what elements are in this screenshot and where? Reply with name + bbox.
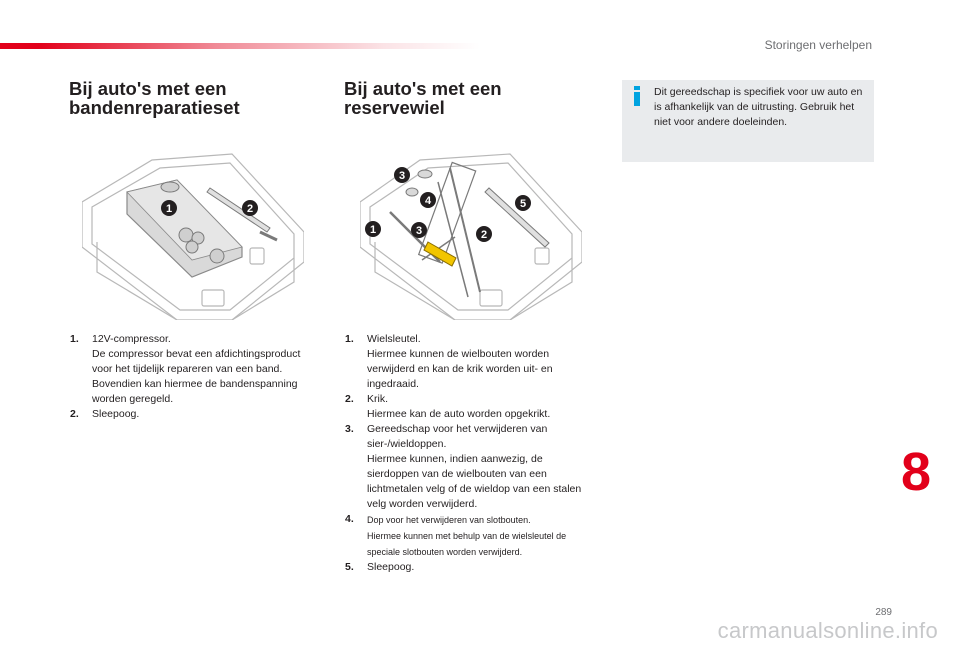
chapter-number: 8: [900, 442, 932, 502]
item-number: 2.: [345, 393, 354, 405]
item-description: Hiermee kan de auto worden opgekrikt.: [367, 408, 551, 420]
watermark: carmanualsonline.info: [717, 618, 938, 643]
info-text: Dit gereedschap is specifiek voor uw auto en is afhankelijk van de uitrusting. Gebruik het niet voor andere doeleinden.: [654, 86, 863, 128]
spare-callout-3b: [411, 222, 427, 238]
svg-text:4: 4: [424, 195, 432, 207]
spare-callout-5: [515, 195, 531, 211]
list-item: [345, 332, 595, 392]
item-description: De compressor bevat een afdichtingsproduct voor het tijdelijk repareren van een band. Bovendien kan hiermee de bandenspanning worden geregeld.: [92, 348, 301, 405]
list-item: [70, 332, 310, 407]
list-item: [345, 512, 595, 560]
header-accent-bar: [0, 43, 480, 49]
svg-text:1: 1: [369, 224, 377, 236]
kit-items-list: [70, 332, 310, 422]
spare-items-list: [345, 332, 595, 575]
spare-wheel-tools-illustration: [360, 152, 582, 320]
item-number: 1.: [345, 333, 354, 345]
list-item: [345, 392, 595, 422]
kit-callout-2: [242, 200, 258, 216]
item-number: 2.: [70, 408, 79, 420]
svg-text:1: 1: [165, 203, 173, 215]
spare-callout-1: [365, 221, 381, 237]
list-item: [345, 560, 595, 575]
svg-text:3: 3: [398, 170, 406, 182]
item-description: Hiermee kunnen met behulp van de wielsleutel de speciale slotbouten worden verwijderd.: [367, 531, 567, 557]
item-title: Dop voor het verwijderen van slotbouten.: [367, 515, 531, 525]
item-number: 1.: [70, 333, 79, 345]
svg-text:5: 5: [519, 198, 527, 210]
list-item: [70, 407, 310, 422]
section-title: Storingen verhelpen: [764, 38, 872, 52]
item-description: Hiermee kunnen de wielbouten worden verwijderd en kan de krik worden uit- en ingedraaid.: [367, 348, 553, 390]
svg-text:2: 2: [246, 203, 254, 215]
page-number: 289: [875, 607, 892, 618]
repair-kit-illustration: [82, 152, 304, 320]
info-icon: [632, 86, 642, 106]
spare-wheel-heading: Bij auto's met een reservewiel: [344, 78, 502, 118]
list-item: [345, 422, 595, 512]
spare-callout-4: [420, 192, 436, 208]
item-title: Sleepoog.: [367, 561, 415, 573]
spare-callout-2: [476, 226, 492, 242]
info-box: [622, 80, 874, 162]
item-number: 4.: [345, 513, 354, 525]
item-number: 5.: [345, 561, 354, 573]
item-title: Sleepoog.: [92, 408, 140, 420]
item-title: Wielsleutel.: [367, 333, 421, 345]
item-title: Krik.: [367, 393, 388, 405]
svg-text:3: 3: [415, 225, 423, 237]
kit-heading: Bij auto's met een bandenreparatieset: [69, 78, 240, 118]
svg-text:2: 2: [480, 229, 488, 241]
spare-callout-3a: [394, 167, 410, 183]
item-number: 3.: [345, 423, 354, 435]
item-title: Gereedschap voor het verwijderen van sier-/wieldoppen.: [367, 423, 548, 450]
item-description: Hiermee kunnen, indien aanwezig, de sierdoppen van de wielbouten van een lichtmetalen velg of de wieldop van een stalen velg worden verwijderd.: [367, 453, 582, 510]
kit-callout-1: [161, 200, 177, 216]
item-title: 12V-compressor.: [92, 333, 171, 345]
